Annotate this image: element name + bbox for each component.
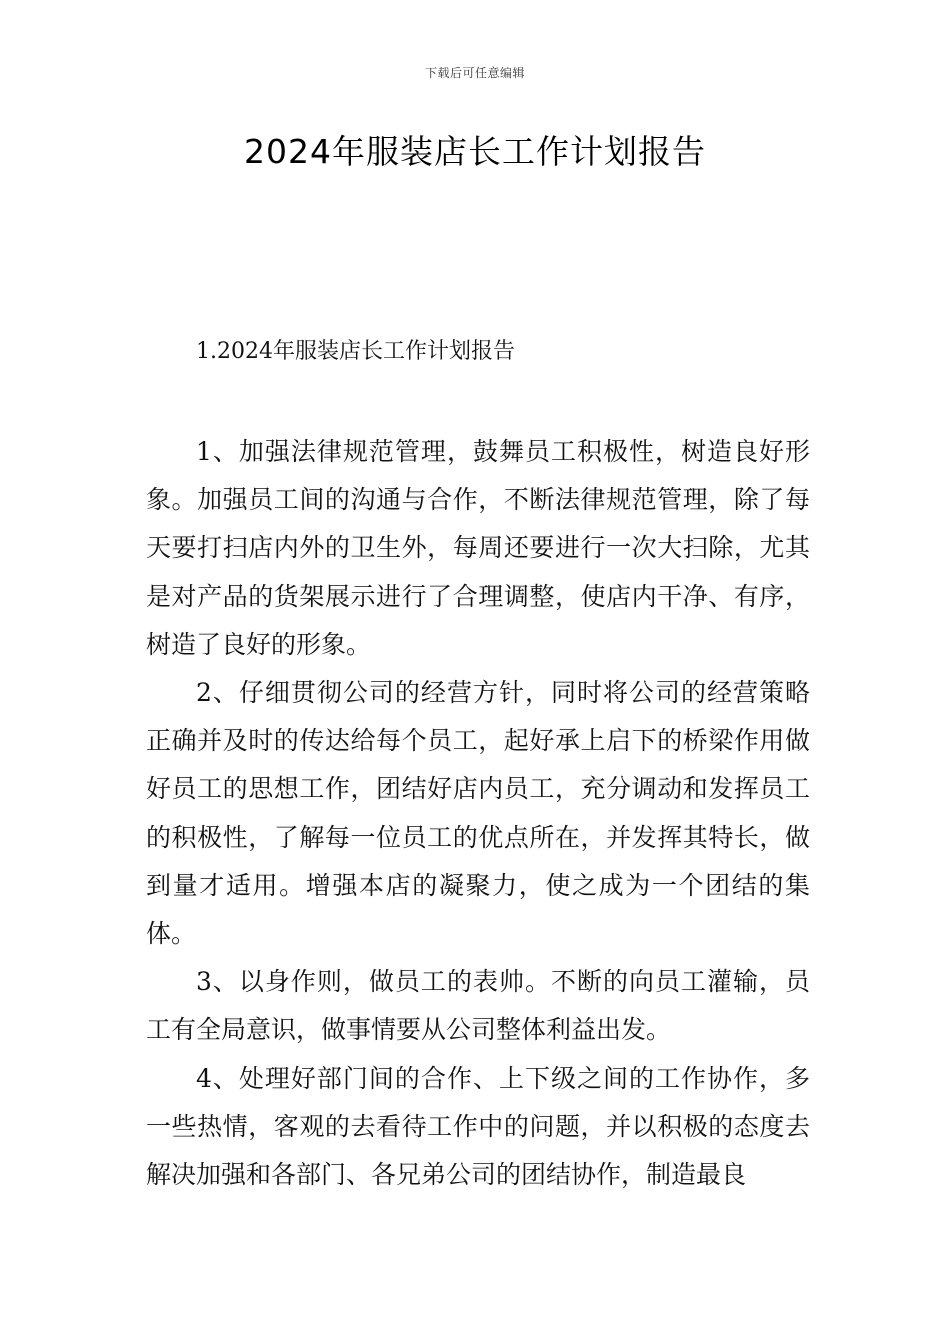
body-text: [146, 428, 810, 1199]
paragraph-2: 2、仔细贯彻公司的经营方针，同时将公司的经营策略正确并及时的传达给每个员工，起好承上启下的桥梁作用做好员工的思想工作，团结好店内员工，充分调动和发挥员工的积极性，了解每一位员工的优点所在，并发挥其特长，做到量才适用。增强本店的凝聚力，使之成为一个团结的集体。: [146, 678, 810, 949]
document-title: 2024年服装店长工作计划报告: [244, 132, 706, 171]
section-heading: 1.2024年服装店长工作计划报告: [196, 339, 515, 364]
paragraph-4: 4、处理好部门间的合作、上下级之间的工作协作，多一些热情，客观的去看待工作中的问题，并以积极的态度去解决加强和各部门、各兄弟公司的团结协作，制造最良: [146, 1063, 810, 1190]
header-note: 下载后可任意编辑: [424, 66, 525, 80]
paragraph-1: 1、加强法律规范管理，鼓舞员工积极性，树造良好形象。加强员工间的沟通与合作，不断法律规范管理，除了每天要打扫店内外的卫生外，每周还要进行一次大扫除，尤其是对产品的货架展示进行了合理调整，使店内干净、有序，树造了良好的形象。: [146, 437, 810, 659]
paragraph-3: 3、以身作则，做员工的表帅。不断的向员工灌输，员工有全局意识，做事情要从公司整体利益出发。: [146, 967, 810, 1045]
